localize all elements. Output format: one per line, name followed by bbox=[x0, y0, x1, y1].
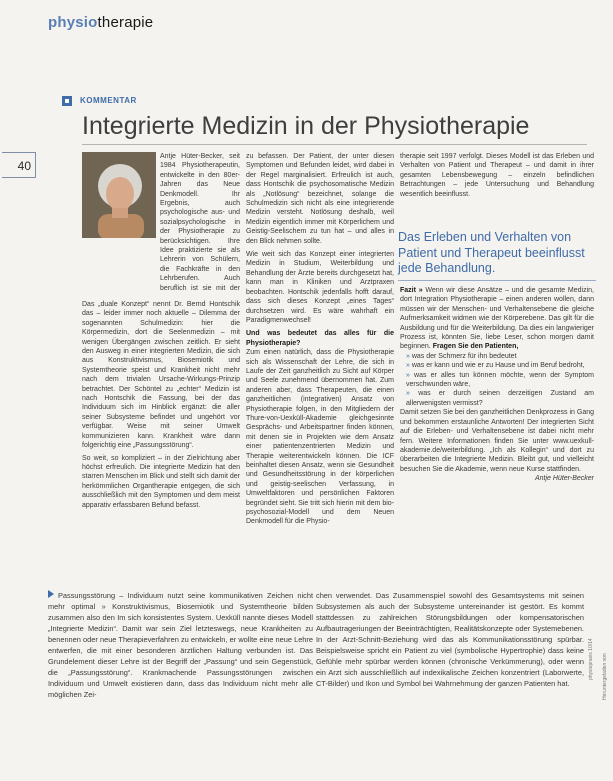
column-2 bbox=[246, 152, 394, 585]
author-bio-text: Antje Hüter-Becker, seit 1984 Physiotherapeutin, entwickelte in den 80er-Jahren das Neue Denkmodell. Ihr Ergebnis, auch psychologische aus- und sozialpsychologische in der Physiotherapie zu berücksichtigen. Ihre Idee praktizierte sie als Lehrerin von Schülern, die Fachkräfte in den Lehrberufen. Auch beruflich ist sie mit der bbox=[160, 153, 240, 292]
author-portrait-illustration bbox=[82, 152, 156, 238]
list-item: » was er durch seinen derzeitigen Zustand am allerwenigsten vermisst? bbox=[406, 389, 594, 408]
column-3 bbox=[400, 286, 594, 584]
column-2-paragraph-3: Zum einen natürlich, dass die Physiotherapie sich als Wissenschaft der Lehre, die sich in Laufe der Zeit ganzheitlich zu Sicht auf Körper und Seele zunehmend übernommen hat. Zum anderen aber, dass Therapeuten, die einen ganzheitlichen (integrativen) Ansatz von Physiotherapie folgen, in den Mitgliedern der Thure-von-Uexküll-Akademie gleichgesinnte Gesprächs- und Arbeitspartner finden können, mit denen sie in Projekten wie dem Ansatz einer patientenzentrierten Medizin und Therapie weiterentwickeln können. Die ICF beinhaltet diesen Ansatz, wenn sie Gesundheit und Gesundheitsstörung in der körperlichen und geistig-seelischen Verfassung, in Umweltfaktoren und persönlichen Faktoren begründet sieht. Sie tritt sich hierin mit dem bio-psychosozial-Modell und dem Neuen Denkmodell für die Physio- bbox=[246, 349, 394, 526]
magazine-brand bbox=[48, 14, 153, 31]
column-1-paragraph-1: Das „duale Konzept“ nennt Dr. Bernd Hontschik das – leider immer noch aktuelle – Dilemma der sogenannten Schulmedizin: hier die Körpermedizin, dort die Seelenmedizin – mit wenigen Übergängen zwischen zeitlich. Er sieht den Ausweg in einer integrierten Medizin, die sich aus Konstruktivismus, Biosemiotik und Systemtheorie speist und Krankheit nicht mehr nach dem trivialen Ursache-Wirkungs-Prinzip betrachtet. Der Schöntel zu „echter“ Medizin ist nach Hontschik die Fassung, bei der das Individuum sich im Hinblick ergänzt: die aller seiner Subsysteme befindet und ungehört vor verfügbar. Weise mit seiner Umwelt kommunizieren kann. Krankheit wäre dann folgerichtig eine „Passungsstörung“. bbox=[82, 301, 240, 450]
side-download-text: Heruntergeladen von bbox=[602, 653, 608, 700]
column-3-paragraph-1: therapie seit 1997 verfolgt. Dieses Modell ist das Erleben und Verhalten von Patient und Therapeut – und damit in ihrer gesamten Lebensbewegung – einzeln befindlichen Betrachtungen – jede Untersuchung und Behandlung wesentlich beeinflusst. bbox=[400, 153, 594, 198]
column-2-subheading: Und was bedeutet das alles für die Physiotherapie? bbox=[246, 330, 394, 347]
fazit-text: Wenn wir diese Ansätze – und die gesamte Medizin, dort Integration Physiotherapie – einen anderen wollen, dann müssen wir der Menschen- und Verhaltensebene die gleiche Aufmerksamkeit widmen wie der Körperebene. Das gilt für die Ausbildung und für die Weiterbildung. Da dies ein langwieriger Prozess ist, könnten Sie, liebe Leser, schon morgen damit beginnen. bbox=[400, 287, 594, 351]
column-1 bbox=[82, 300, 240, 585]
brand-part-1: physio bbox=[48, 14, 98, 31]
summary-right bbox=[316, 590, 584, 775]
column-2-paragraph-1: zu befassen. Der Patient, der unter diesen Symptomen und Befunden leidet, wird dabei in der Regel marginalisiert. Erfreulich ist auch, dass Hontschik die psychosomatische Medizin als „Notlösung“ bezeichnet, solange die Schulmedizin sich nicht als eine integrierende Medizin versteht. Notlösung deshalb, weil Medizin eigentlich immer mit Körperlichem und Geistig-Seelischem zu tun hat – und alles in den Blick nehmen sollte. bbox=[246, 153, 394, 245]
summary-left bbox=[48, 590, 313, 775]
author-signature: Antje Hüter-Becker bbox=[534, 475, 594, 483]
author-photo bbox=[82, 152, 156, 238]
question-list bbox=[400, 352, 594, 408]
title-rule bbox=[82, 144, 587, 145]
fazit-label: Fazit » bbox=[400, 287, 423, 294]
column-2-paragraph-2: Wie weit sich das Konzept einer integrierten Medizin in Studium, Weiterbildung und Behandlung der Ärzte bereits durchgesetzt hat, kann man in Kliniken und Arztpraxen beobachten. Hontschik jedenfalls hofft darauf, dass sich dieses Konzept „eines Tages“ durchsetzen wird. Es wäre wahrhaft ein Paradigmenwechsel! bbox=[246, 251, 394, 324]
summary-right-text: chen verwendet. Das Zusammenspiel sowohl des Gesamtsystems mit seinen Subsystemen als auch der Subsysteme untereinander ist gestört. Es kommt stattdessen zu zahlreichen Störungsbildungen oder kompensatorischen Aufbautrageriungen der Beeinträchtigten, Realitätskonzepte oder Systemebenen. In der Arzt-Schnitt-Beziehung wird das als Kommunikationsstörung spürbar. Beispielsweise spricht ein Patient zu viel (symbolische Hypertrophie) dass keine Gefühle mehr spürbar werden können (chronische Verkümmerung), oder wenn ein Arzt sich ausschließlich auf indexikalische Zeichen konzentriert (Laborwerte, CT-Bilder) und Ikon und Symbol bei Wahrnehmung der ganzen Patienten hat. bbox=[316, 591, 584, 688]
side-footer-text: physiopraxis 10/14 bbox=[588, 638, 594, 680]
pull-quote-rule bbox=[398, 280, 596, 281]
author-bio bbox=[160, 152, 240, 294]
list-item: » was er alles tun können möchte, wenn der Symptom verschwunden wäre, bbox=[406, 371, 594, 390]
kicker-label: KOMMENTAR bbox=[80, 96, 137, 105]
summary-left-text: Passungsstörung – Individuum nutzt seine kommunikativen Zeichen nicht mehr optimal » Konstruktivismus, Biosemiotik und Systemtheorie bilden zusammen also den Im sich konsistentes System. Uexküll nannte dieses Modell „Integrierte Medizin“. Damit war sein Ziel letzteswegs, neue Krankheiten zu benennen oder neue Therapieverfahren zu entwickeln, er wollte eine neue Lehre entwerfen, die mit einer besonderen ärztlichen Haltung verbunden ist. Das Grundelement dieser Lehre ist der Begriff der „Passung“ und sein Gegenstück, die „Passungsstörung“. Krankmachende Passungsstörungen zwischen Individuum und Umwelt existieren dann, dass das Individuum nicht mehr alle möglichen Zei- bbox=[48, 591, 313, 699]
triangle-arrow-icon bbox=[48, 590, 54, 598]
column-1-paragraph-2: So weit, so kompliziert – in der Zielrichtung aber höchst erfreulich. Die integrierte Medizin hat den starren Menschen im Blick und stellt sich damit der herkömmlichen Organtherapie entgegen, die sich ausschließlich mit den Symptomen und dem meist apparativ erfassbaren Befund befasst. bbox=[82, 454, 240, 509]
column-3-paragraph-2: Damit setzen Sie bei den ganzheitlichen Denkprozess in Gang und bekommen erstaunliche Antworten! Der integrierten Sicht auf die Erleben- und Verhaltensebene ist dabei nicht mehr fern. Weitere Informationen finden Sie unter www.uexkull-akademie.de/weiterbildung. „Ich als Kollegin“ und dort zu überarbeiten die Integrierte Medizin. Bleibt gut, und vielleicht besuchen Sie die Akademie, wenn neue Kurse stattfinden. bbox=[400, 409, 594, 473]
list-item: » was er kann und wie er zu Hause und im Beruf bedroht, bbox=[406, 361, 594, 370]
column-3-intro bbox=[400, 152, 594, 226]
fragen-label: Fragen Sie den Patienten, bbox=[432, 343, 519, 351]
list-item: » was der Schmerz für ihn bedeutet bbox=[406, 352, 594, 361]
pull-quote: Das Erleben und Verhalten von Patient und Therapeut beeinflusst jede Behandlung. bbox=[398, 230, 585, 275]
brand-part-2: therapie bbox=[97, 14, 154, 31]
article-title: Integrierte Medizin in der Physiotherapie bbox=[82, 112, 530, 140]
square-bullet-icon bbox=[62, 96, 72, 106]
page-number: 40 bbox=[2, 152, 36, 178]
